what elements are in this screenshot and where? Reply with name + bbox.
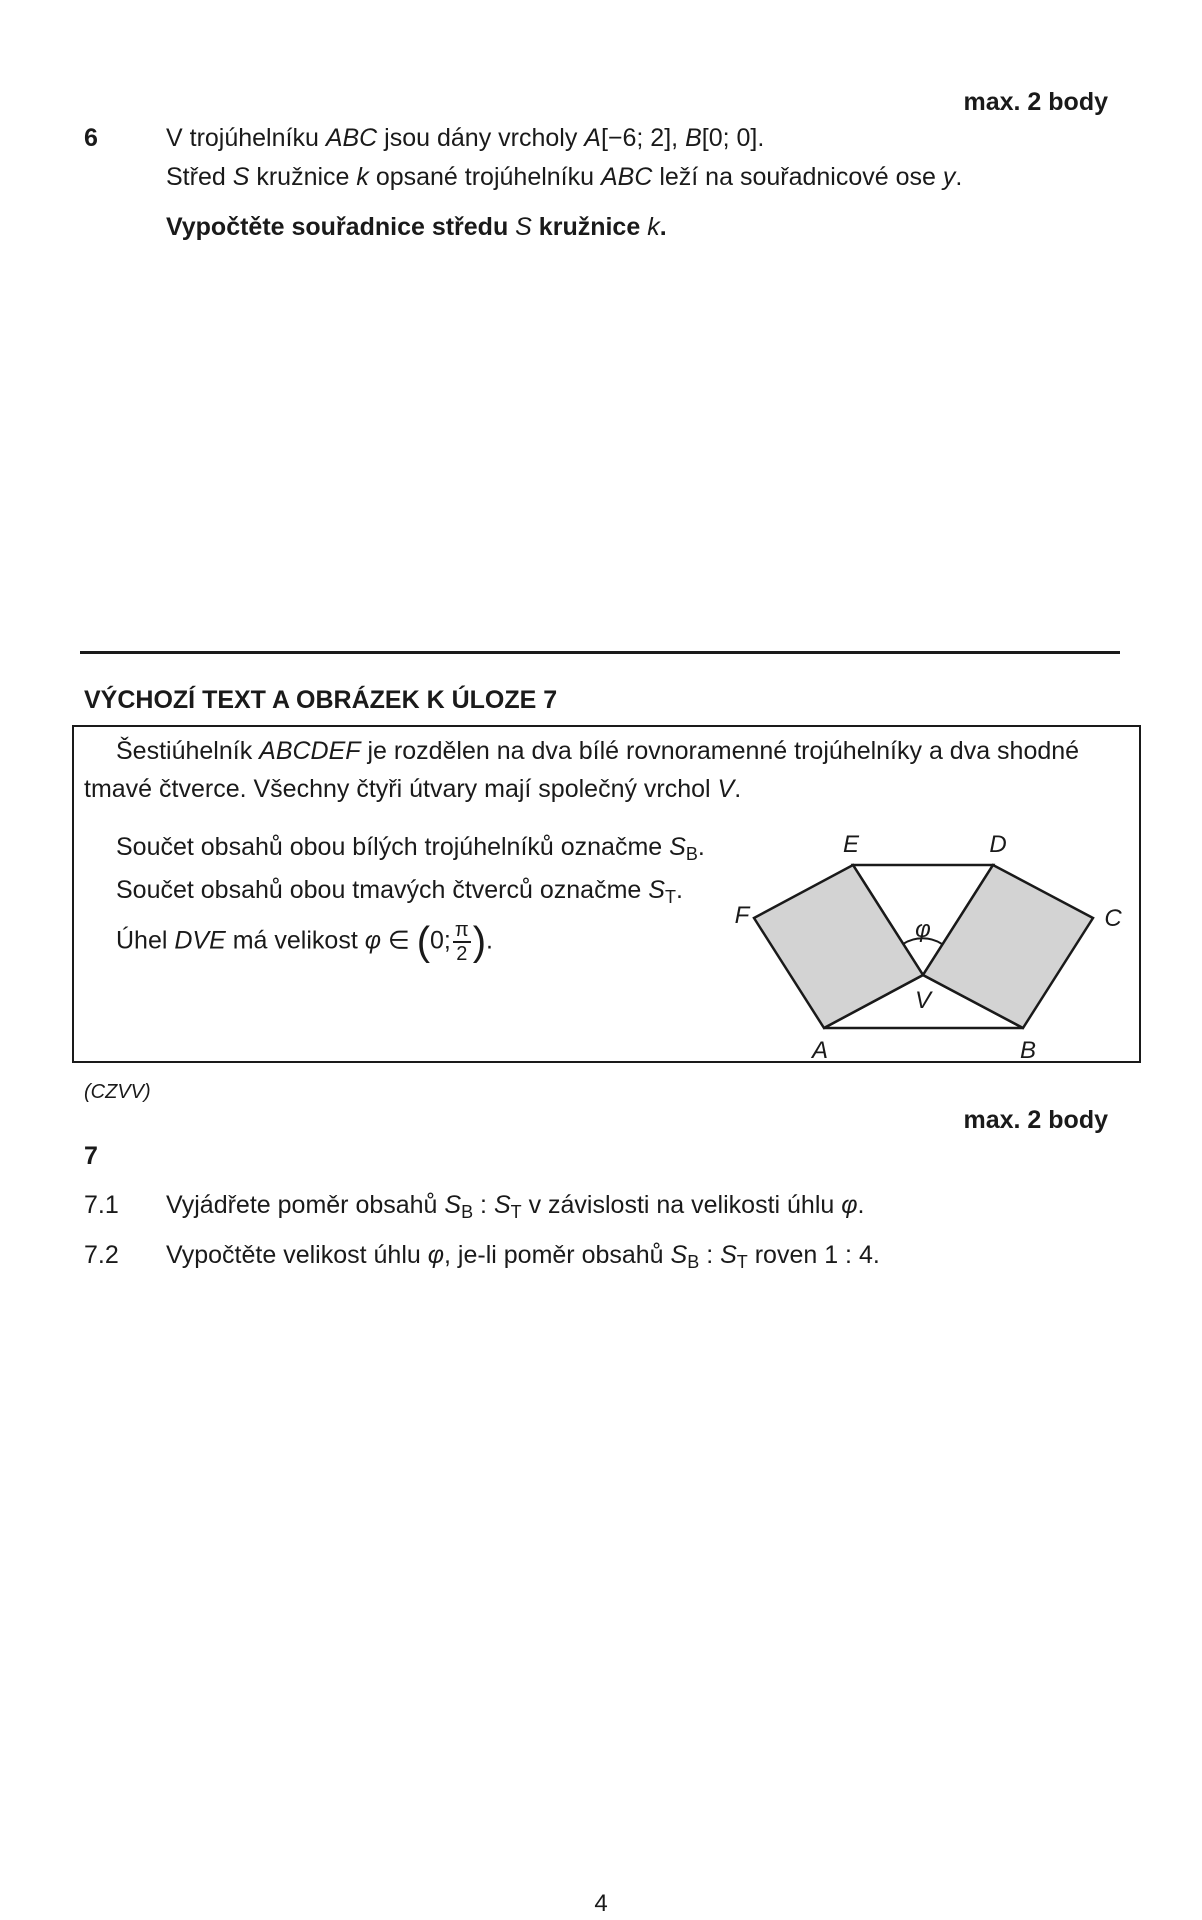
label-C: C <box>1104 905 1122 932</box>
task6-line1: V trojúhelníku ABC jsou dány vrcholy A[−6; 2], B[0; 0]. <box>166 124 765 152</box>
label-A: A <box>811 1037 829 1064</box>
label-D: D <box>989 831 1007 858</box>
pi-half-fraction: $\frac{\pi}{2}$ <box>454 919 469 965</box>
task6-max-points: max. 2 body <box>963 88 1108 116</box>
task7-intro-angle-definition: Úhel DVE má velikost φ ∈ (0; $\frac{\pi}{2}$ ). <box>116 919 493 965</box>
task6-instruction: Vypočtěte souřadnice středu S kružnice k. <box>166 213 667 241</box>
source-note: (CZVV) <box>84 1081 151 1103</box>
task6-number: 6 <box>84 124 98 152</box>
label-phi: φ <box>915 916 931 943</box>
section-divider <box>80 651 1120 654</box>
task7-intro-st-definition: Součet obsahů obou tmavých čtverců označme $S_T$. <box>116 876 683 908</box>
task7-intro-sb-definition: Součet obsahů obou bílých trojúhelníků označme $S_B$. <box>116 833 705 865</box>
task6-line2: Střed S kružnice k opsané trojúhelníku ABC leží na souřadnicové ose y. <box>166 163 963 191</box>
task7-q2-text: Vypočtěte velikost úhlu φ, je-li poměr obsahů $S_B$ : $S_T$ roven 1 : 4. <box>166 1241 880 1273</box>
label-V: V <box>914 987 932 1014</box>
task7-q1-number: 7.1 <box>84 1191 119 1219</box>
task7-intro-paragraph-line1: Šestiúhelník ABCDEF je rozdělen na dva bílé rovnoramenné trojúhelníky a dva shodné <box>116 737 1080 765</box>
task7-intro-paragraph-line2: tmavé čtverce. Všechny čtyři útvary mají společný vrchol V. <box>84 775 742 803</box>
hexagon-figure <box>720 820 1140 1065</box>
label-F: F <box>734 902 750 929</box>
task7-q1-text: Vyjádřete poměr obsahů $S_B$ : $S_T$ v závislosti na velikosti úhlu φ. <box>166 1191 865 1223</box>
page-number: 4 <box>594 1890 608 1917</box>
label-B: B <box>1019 1037 1037 1064</box>
label-E: E <box>842 831 860 858</box>
task7-intro-heading: VÝCHOZÍ TEXT A OBRÁZEK K ÚLOZE 7 <box>84 686 558 714</box>
task7-max-points: max. 2 body <box>963 1106 1108 1134</box>
task7-q2-number: 7.2 <box>84 1241 119 1269</box>
task7-number: 7 <box>84 1142 98 1170</box>
